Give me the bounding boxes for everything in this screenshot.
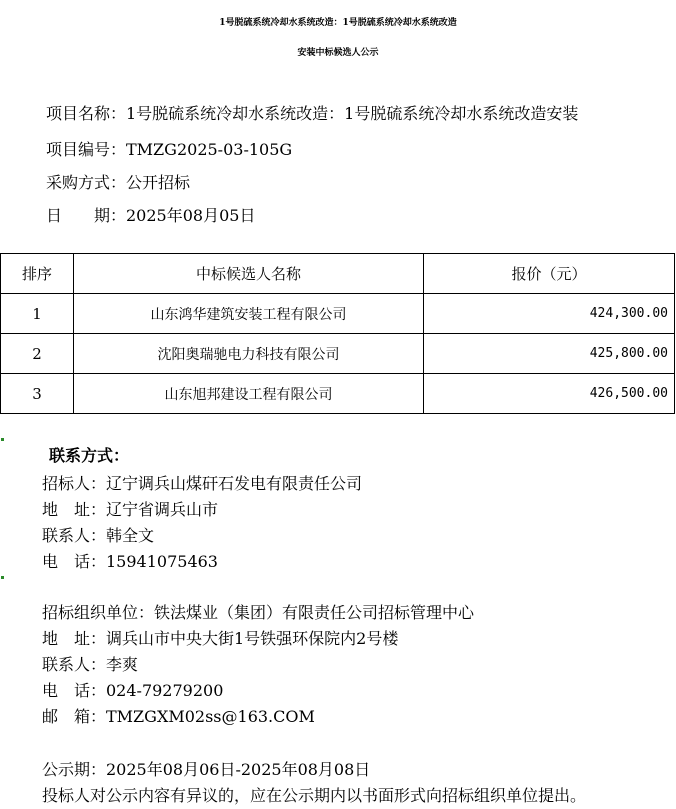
- price-cell: 425,800.00: [424, 334, 675, 374]
- procurement-method: 采购方式：公开招标: [46, 173, 191, 192]
- header-candidate-name: 中标候选人名称: [74, 254, 424, 294]
- table-row: [1, 374, 675, 414]
- table-row: [1, 294, 675, 334]
- project-code: 项目编号：TMZG2025-03-105G: [46, 140, 293, 159]
- corner-mark: [1, 438, 4, 441]
- publish-date: 日 期：2025年08月05日: [46, 206, 256, 225]
- tenderer-phone: 电 话：15941075463: [42, 552, 218, 571]
- rank-cell: 3: [1, 374, 74, 414]
- header-price: 报价（元）: [424, 254, 675, 294]
- agency-name: 招标组织单位：铁法煤业（集团）有限责任公司招标管理中心: [42, 603, 475, 622]
- notice-title-line1: 1号脱硫系统冷却水系统改造：1号脱硫系统冷却水系统改造: [219, 18, 457, 28]
- rank-cell: 1: [1, 294, 74, 334]
- notice-period: 公示期：2025年08月06日-2025年08月08日: [42, 760, 371, 779]
- tenderer-contact: 联系人：韩全文: [42, 526, 155, 545]
- agency-phone: 电 话：024-79279200: [42, 681, 224, 700]
- corner-mark: [1, 576, 4, 579]
- notice-title-line2: 安装中标候选人公示: [297, 48, 379, 58]
- candidate-name-cell: 山东旭邦建设工程有限公司: [74, 374, 424, 414]
- header-rank: 排序: [1, 254, 74, 294]
- tenderer-address: 地 址：辽宁省调兵山市: [42, 500, 219, 519]
- rank-cell: 2: [1, 334, 74, 374]
- contact-heading: 联系方式：: [49, 446, 130, 465]
- candidate-name-cell: 沈阳奥瑞驰电力科技有限公司: [74, 334, 424, 374]
- candidates-table: [0, 253, 675, 414]
- project-name: 项目名称：1号脱硫系统冷却水系统改造：1号脱硫系统冷却水系统改造安装: [46, 104, 579, 123]
- agency-email: 邮 箱：TMZGXM02ss@163.COM: [42, 707, 315, 726]
- tenderer-name: 招标人：辽宁调兵山煤矸石发电有限责任公司: [42, 474, 363, 493]
- price-cell: 426,500.00: [424, 374, 675, 414]
- objection-note: 投标人对公示内容有异议的，应在公示期内以书面形式向招标组织单位提出。: [42, 786, 587, 805]
- table-header-row: [1, 254, 675, 294]
- table-row: [1, 334, 675, 374]
- candidate-name-cell: 山东鸿华建筑安装工程有限公司: [74, 294, 424, 334]
- agency-contact: 联系人：李爽: [42, 655, 139, 674]
- price-cell: 424,300.00: [424, 294, 675, 334]
- agency-address: 地 址：调兵山市中央大街1号铁强环保院内2号楼: [42, 629, 399, 648]
